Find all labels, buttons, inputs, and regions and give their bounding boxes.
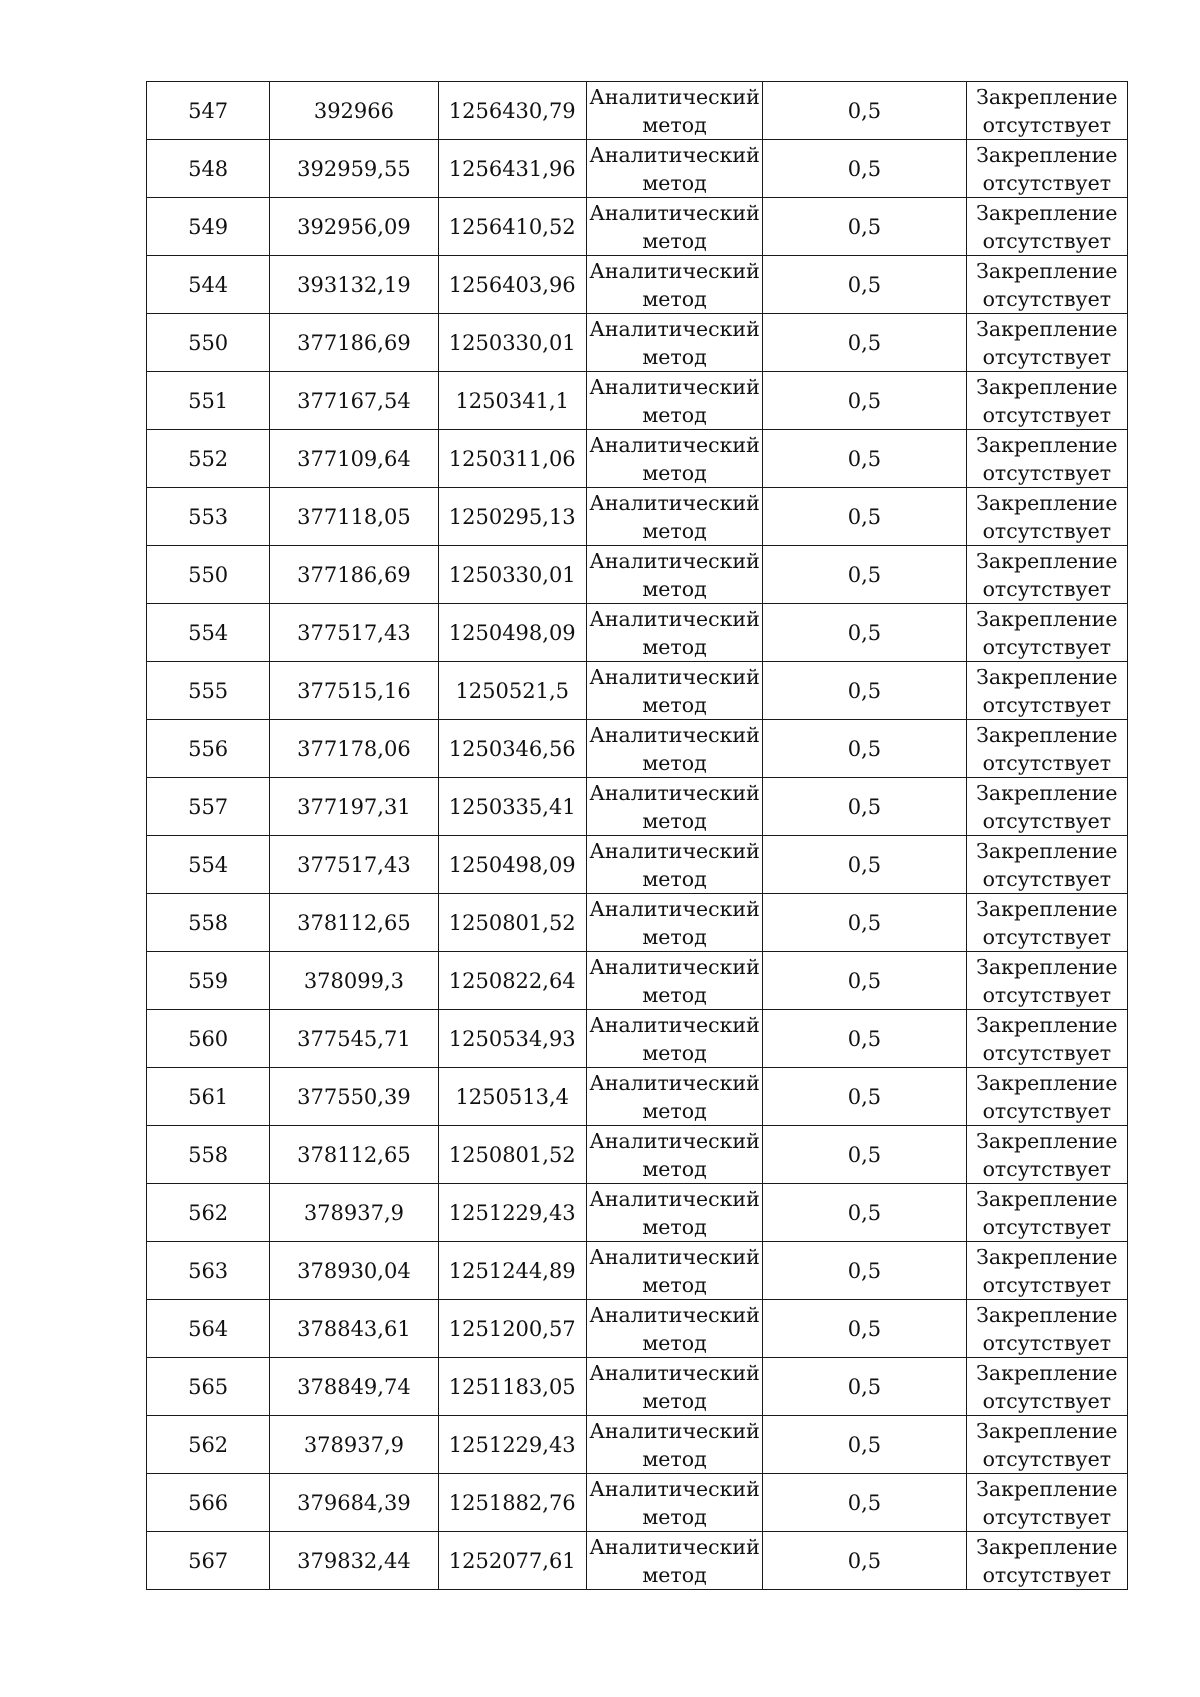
method-cell-line: метод [642,925,707,949]
fixing-cell-line: отсутствует [982,693,1112,717]
accuracy-cell: 0,5 [763,546,966,604]
x-coordinate-cell: 378112,65 [270,894,438,952]
method-cell [586,198,762,256]
point-number-cell: 555 [147,662,270,720]
point-number-cell: 548 [147,140,270,198]
method-cell-line: метод [642,1563,707,1587]
accuracy-cell: 0,5 [763,1242,966,1300]
point-number-cell: 547 [147,82,270,140]
accuracy-cell: 0,5 [763,488,966,546]
y-coordinate-cell: 1256410,52 [438,198,586,256]
table-row [147,1242,1128,1300]
point-number-cell: 561 [147,1068,270,1126]
table-row [147,662,1128,720]
point-number-cell: 567 [147,1532,270,1590]
fixing-cell-line: отсутствует [982,171,1112,195]
x-coordinate-cell: 378112,65 [270,1126,438,1184]
fixing-cell-line: отсутствует [982,1563,1112,1587]
method-cell-line: метод [642,171,707,195]
method-cell-line: Аналитический [589,607,760,631]
fixing-cell-line: отсутствует [982,1273,1112,1297]
accuracy-cell: 0,5 [763,198,966,256]
fixing-cell-line: отсутствует [982,1099,1112,1123]
x-coordinate-cell: 377186,69 [270,546,438,604]
x-coordinate-cell: 379684,39 [270,1474,438,1532]
point-number-cell: 558 [147,894,270,952]
accuracy-cell: 0,5 [763,256,966,314]
method-cell-line: Аналитический [589,1303,760,1327]
table-row [147,1474,1128,1532]
fixing-cell [966,372,1127,430]
fixing-cell-line: Закрепление [976,1187,1118,1211]
method-cell-line: метод [642,113,707,137]
fixing-cell-line: Закрепление [976,607,1118,631]
method-cell [586,778,762,836]
fixing-cell-line: Закрепление [976,1303,1118,1327]
accuracy-cell: 0,5 [763,430,966,488]
x-coordinate-cell: 377186,69 [270,314,438,372]
accuracy-cell: 0,5 [763,836,966,894]
table-row [147,1184,1128,1242]
method-cell [586,256,762,314]
table-row [147,836,1128,894]
table-row [147,604,1128,662]
fixing-cell-line: Закрепление [976,1361,1118,1385]
fixing-cell [966,430,1127,488]
fixing-cell-line: Закрепление [976,1129,1118,1153]
fixing-cell-line: Закрепление [976,1477,1118,1501]
point-number-cell: 563 [147,1242,270,1300]
x-coordinate-cell: 377517,43 [270,836,438,894]
y-coordinate-cell: 1251183,05 [438,1358,586,1416]
method-cell-line: Аналитический [589,1535,760,1559]
table-row [147,1358,1128,1416]
method-cell-line: метод [642,1505,707,1529]
fixing-cell-line: отсутствует [982,1215,1112,1239]
method-cell-line: метод [642,1389,707,1413]
x-coordinate-cell: 378849,74 [270,1358,438,1416]
accuracy-cell: 0,5 [763,1068,966,1126]
method-cell [586,430,762,488]
accuracy-cell: 0,5 [763,720,966,778]
method-cell-line: метод [642,461,707,485]
fixing-cell-line: Закрепление [976,955,1118,979]
y-coordinate-cell: 1252077,61 [438,1532,586,1590]
method-cell [586,1358,762,1416]
table-row [147,720,1128,778]
fixing-cell-line: Закрепление [976,549,1118,573]
method-cell-line: Аналитический [589,1187,760,1211]
method-cell [586,1126,762,1184]
method-cell [586,140,762,198]
method-cell [586,1242,762,1300]
method-cell-line: метод [642,577,707,601]
fixing-cell-line: отсутствует [982,1505,1112,1529]
accuracy-cell: 0,5 [763,894,966,952]
y-coordinate-cell: 1256430,79 [438,82,586,140]
table-row [147,1532,1128,1590]
method-cell [586,1010,762,1068]
fixing-cell-line: Закрепление [976,1013,1118,1037]
method-cell [586,604,762,662]
method-cell-line: Аналитический [589,839,760,863]
fixing-cell [966,198,1127,256]
table-row [147,314,1128,372]
fixing-cell-line: Закрепление [976,317,1118,341]
method-cell [586,314,762,372]
method-cell-line: Аналитический [589,1013,760,1037]
table-row [147,1126,1128,1184]
x-coordinate-cell: 392956,09 [270,198,438,256]
method-cell [586,952,762,1010]
fixing-cell-line: Закрепление [976,781,1118,805]
y-coordinate-cell: 1251200,57 [438,1300,586,1358]
y-coordinate-cell: 1250335,41 [438,778,586,836]
method-cell-line: метод [642,635,707,659]
accuracy-cell: 0,5 [763,1010,966,1068]
x-coordinate-cell: 377515,16 [270,662,438,720]
accuracy-cell: 0,5 [763,1300,966,1358]
method-cell [586,894,762,952]
y-coordinate-cell: 1251882,76 [438,1474,586,1532]
method-cell-line: метод [642,229,707,253]
fixing-cell [966,1126,1127,1184]
fixing-cell-line: Закрепление [976,375,1118,399]
accuracy-cell: 0,5 [763,1126,966,1184]
fixing-cell-line: отсутствует [982,577,1112,601]
method-cell-line: метод [642,809,707,833]
point-number-cell: 556 [147,720,270,778]
point-number-cell: 552 [147,430,270,488]
method-cell-line: Аналитический [589,549,760,573]
fixing-cell-line: отсутствует [982,1447,1112,1471]
accuracy-cell: 0,5 [763,1532,966,1590]
fixing-cell [966,1300,1127,1358]
accuracy-cell: 0,5 [763,314,966,372]
method-cell-line: метод [642,751,707,775]
point-number-cell: 544 [147,256,270,314]
method-cell-line: метод [642,345,707,369]
fixing-cell [966,1242,1127,1300]
method-cell-line: Аналитический [589,433,760,457]
fixing-cell-line: Закрепление [976,1419,1118,1443]
table-row [147,1010,1128,1068]
point-number-cell: 565 [147,1358,270,1416]
method-cell-line: метод [642,1215,707,1239]
y-coordinate-cell: 1250498,09 [438,604,586,662]
x-coordinate-cell: 392966 [270,82,438,140]
method-cell [586,1416,762,1474]
table-row [147,1416,1128,1474]
fixing-cell-line: Закрепление [976,839,1118,863]
x-coordinate-cell: 377118,05 [270,488,438,546]
x-coordinate-cell: 379832,44 [270,1532,438,1590]
x-coordinate-cell: 378937,9 [270,1416,438,1474]
fixing-cell [966,1358,1127,1416]
point-number-cell: 550 [147,546,270,604]
y-coordinate-cell: 1250498,09 [438,836,586,894]
method-cell [586,1300,762,1358]
accuracy-cell: 0,5 [763,1416,966,1474]
table-row [147,140,1128,198]
method-cell-line: метод [642,693,707,717]
x-coordinate-cell: 378937,9 [270,1184,438,1242]
method-cell [586,488,762,546]
method-cell-line: Аналитический [589,1245,760,1269]
y-coordinate-cell: 1250330,01 [438,314,586,372]
method-cell [586,82,762,140]
fixing-cell [966,1416,1127,1474]
fixing-cell-line: Закрепление [976,433,1118,457]
point-number-cell: 566 [147,1474,270,1532]
x-coordinate-cell: 393132,19 [270,256,438,314]
fixing-cell [966,1474,1127,1532]
fixing-cell-line: отсутствует [982,287,1112,311]
y-coordinate-cell: 1250801,52 [438,894,586,952]
fixing-cell-line: отсутствует [982,751,1112,775]
y-coordinate-cell: 1250330,01 [438,546,586,604]
fixing-cell-line: Закрепление [976,143,1118,167]
method-cell-line: Аналитический [589,491,760,515]
fixing-cell-line: отсутствует [982,403,1112,427]
method-cell-line: Аналитический [589,201,760,225]
method-cell-line: метод [642,1331,707,1355]
method-cell [586,836,762,894]
fixing-cell [966,604,1127,662]
method-cell [586,1184,762,1242]
fixing-cell [966,1532,1127,1590]
method-cell-line: метод [642,1099,707,1123]
fixing-cell-line: отсутствует [982,983,1112,1007]
point-number-cell: 553 [147,488,270,546]
fixing-cell-line: отсутствует [982,925,1112,949]
method-cell-line: Аналитический [589,897,760,921]
method-cell-line: метод [642,403,707,427]
fixing-cell-line: отсутствует [982,1331,1112,1355]
accuracy-cell: 0,5 [763,662,966,720]
point-number-cell: 564 [147,1300,270,1358]
x-coordinate-cell: 378930,04 [270,1242,438,1300]
fixing-cell [966,720,1127,778]
y-coordinate-cell: 1250341,1 [438,372,586,430]
y-coordinate-cell: 1251229,43 [438,1416,586,1474]
accuracy-cell: 0,5 [763,82,966,140]
fixing-cell-line: отсутствует [982,809,1112,833]
fixing-cell-line: Закрепление [976,259,1118,283]
fixing-cell-line: Закрепление [976,491,1118,515]
fixing-cell [966,1010,1127,1068]
method-cell-line: Аналитический [589,723,760,747]
method-cell [586,662,762,720]
table-row [147,1300,1128,1358]
method-cell-line: метод [642,519,707,543]
table-row [147,430,1128,488]
accuracy-cell: 0,5 [763,372,966,430]
fixing-cell-line: Закрепление [976,201,1118,225]
y-coordinate-cell: 1250295,13 [438,488,586,546]
point-number-cell: 554 [147,836,270,894]
x-coordinate-cell: 377545,71 [270,1010,438,1068]
fixing-cell-line: отсутствует [982,867,1112,891]
method-cell-line: Аналитический [589,259,760,283]
y-coordinate-cell: 1251244,89 [438,1242,586,1300]
fixing-cell-line: Закрепление [976,665,1118,689]
fixing-cell [966,1184,1127,1242]
method-cell-line: Аналитический [589,143,760,167]
fixing-cell-line: отсутствует [982,635,1112,659]
y-coordinate-cell: 1251229,43 [438,1184,586,1242]
x-coordinate-cell: 378843,61 [270,1300,438,1358]
method-cell [586,372,762,430]
y-coordinate-cell: 1250346,56 [438,720,586,778]
accuracy-cell: 0,5 [763,952,966,1010]
point-number-cell: 557 [147,778,270,836]
method-cell-line: Аналитический [589,1361,760,1385]
method-cell-line: метод [642,983,707,1007]
method-cell-line: метод [642,867,707,891]
table-row [147,778,1128,836]
point-number-cell: 562 [147,1184,270,1242]
method-cell-line: Аналитический [589,317,760,341]
table-row [147,546,1128,604]
x-coordinate-cell: 377109,64 [270,430,438,488]
fixing-cell-line: Закрепление [976,897,1118,921]
point-number-cell: 559 [147,952,270,1010]
point-number-cell: 560 [147,1010,270,1068]
method-cell [586,1068,762,1126]
fixing-cell [966,894,1127,952]
accuracy-cell: 0,5 [763,1474,966,1532]
y-coordinate-cell: 1250822,64 [438,952,586,1010]
method-cell-line: метод [642,1273,707,1297]
accuracy-cell: 0,5 [763,1184,966,1242]
method-cell-line: Аналитический [589,665,760,689]
method-cell [586,1474,762,1532]
method-cell-line: Аналитический [589,955,760,979]
x-coordinate-cell: 377517,43 [270,604,438,662]
table-row [147,256,1128,314]
method-cell-line: Аналитический [589,1477,760,1501]
fixing-cell-line: отсутствует [982,345,1112,369]
fixing-cell [966,140,1127,198]
point-number-cell: 551 [147,372,270,430]
fixing-cell [966,1068,1127,1126]
x-coordinate-cell: 377167,54 [270,372,438,430]
point-number-cell: 549 [147,198,270,256]
fixing-cell-line: Закрепление [976,1245,1118,1269]
fixing-cell-line: Закрепление [976,723,1118,747]
x-coordinate-cell: 392959,55 [270,140,438,198]
fixing-cell [966,82,1127,140]
fixing-cell-line: отсутствует [982,1157,1112,1181]
accuracy-cell: 0,5 [763,1358,966,1416]
fixing-cell [966,662,1127,720]
fixing-cell [966,836,1127,894]
y-coordinate-cell: 1250534,93 [438,1010,586,1068]
method-cell-line: Аналитический [589,1129,760,1153]
accuracy-cell: 0,5 [763,778,966,836]
method-cell [586,1532,762,1590]
method-cell-line: метод [642,1447,707,1471]
point-number-cell: 558 [147,1126,270,1184]
method-cell [586,720,762,778]
table-row [147,488,1128,546]
table-row [147,894,1128,952]
fixing-cell-line: отсутствует [982,113,1112,137]
x-coordinate-cell: 378099,3 [270,952,438,1010]
y-coordinate-cell: 1250513,4 [438,1068,586,1126]
fixing-cell [966,952,1127,1010]
method-cell-line: Аналитический [589,1419,760,1443]
fixing-cell-line: отсутствует [982,1041,1112,1065]
point-number-cell: 562 [147,1416,270,1474]
y-coordinate-cell: 1250801,52 [438,1126,586,1184]
fixing-cell-line: отсутствует [982,461,1112,485]
fixing-cell-line: отсутствует [982,229,1112,253]
method-cell [586,546,762,604]
accuracy-cell: 0,5 [763,140,966,198]
fixing-cell [966,314,1127,372]
table-row [147,1068,1128,1126]
y-coordinate-cell: 1256431,96 [438,140,586,198]
table-row [147,82,1128,140]
fixing-cell-line: отсутствует [982,519,1112,543]
point-number-cell: 550 [147,314,270,372]
method-cell-line: метод [642,1157,707,1181]
x-coordinate-cell: 377197,31 [270,778,438,836]
method-cell-line: метод [642,1041,707,1065]
fixing-cell-line: отсутствует [982,1389,1112,1413]
y-coordinate-cell: 1250521,5 [438,662,586,720]
y-coordinate-cell: 1256403,96 [438,256,586,314]
method-cell-line: метод [642,287,707,311]
y-coordinate-cell: 1250311,06 [438,430,586,488]
fixing-cell [966,256,1127,314]
method-cell-line: Аналитический [589,375,760,399]
method-cell-line: Аналитический [589,1071,760,1095]
table-row [147,372,1128,430]
fixing-cell-line: Закрепление [976,1071,1118,1095]
fixing-cell [966,546,1127,604]
fixing-cell [966,778,1127,836]
fixing-cell-line: Закрепление [976,1535,1118,1559]
x-coordinate-cell: 377178,06 [270,720,438,778]
fixing-cell-line: Закрепление [976,85,1118,109]
method-cell-line: Аналитический [589,85,760,109]
coordinates-table [146,81,1128,1590]
table-row [147,198,1128,256]
x-coordinate-cell: 377550,39 [270,1068,438,1126]
method-cell-line: Аналитический [589,781,760,805]
point-number-cell: 554 [147,604,270,662]
fixing-cell [966,488,1127,546]
accuracy-cell: 0,5 [763,604,966,662]
table-row [147,952,1128,1010]
table-body [147,82,1128,1590]
